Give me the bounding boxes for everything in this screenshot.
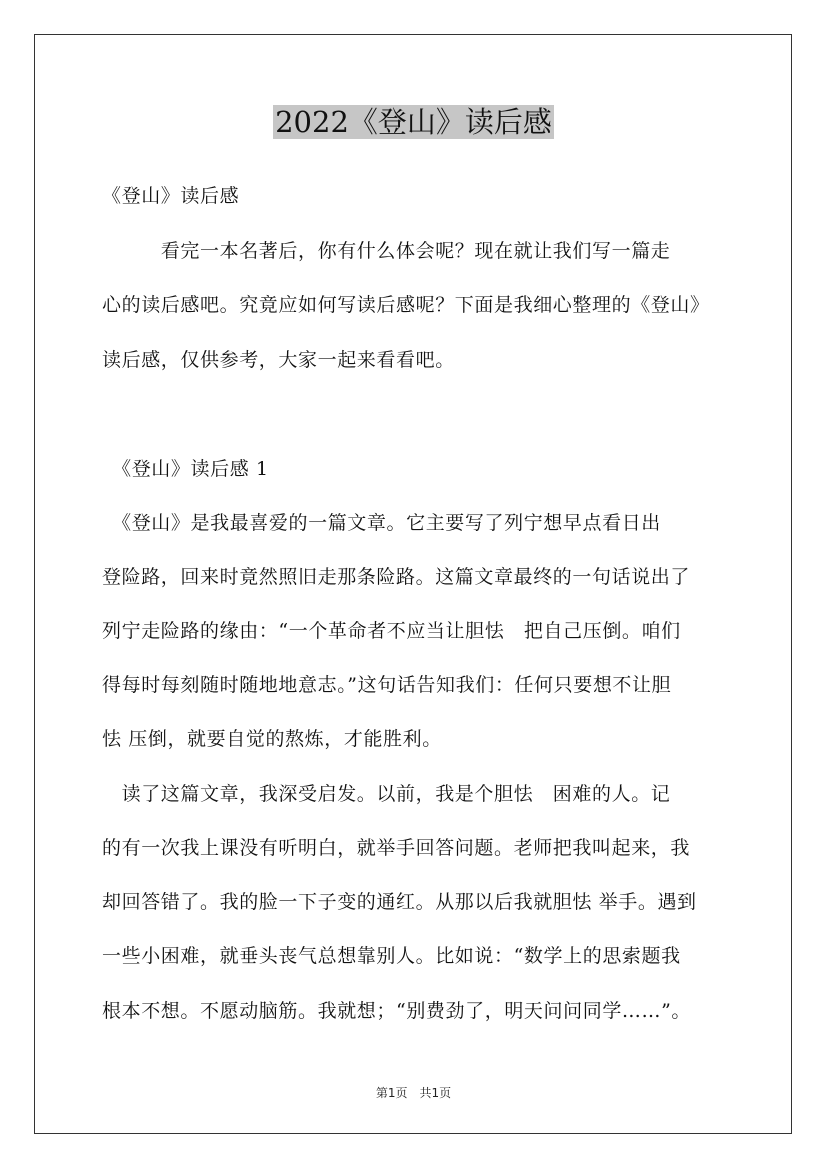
document-title-text: 2022《登山》读后感 [275,105,552,139]
paragraph-line: 一些小困难，就垂头丧气总想靠别人。比如说：“数学上的思索题我 [102,945,681,967]
paragraph-line: 得每时每刻随时随地地意志。”这句话告知我们：任何只要想不让胆 [102,674,672,696]
paragraph-line: 怯 压倒，就要自觉的熬炼，才能胜利。 [102,728,442,750]
page-footer: 第1页 共1页 [375,1086,452,1100]
paragraph-line: 的有一次我上课没有听明白，就举手回答问题。老师把我叫起来，我 [102,837,691,859]
paragraph-line: 《登山》是我最喜爱的一篇文章。它主要写了列宁想早点看日出 [102,512,661,534]
intro-line: 看完一本名著后，你有什么体会呢？现在就让我们写一篇走 [102,240,671,262]
paragraph-line: 却回答错了。我的脸一下子变的通红。从那以后我就胆怯 举手。遇到 [102,891,697,913]
document-subtitle: 《登山》读后感 [102,185,240,207]
paragraph-line: 登险路，回来时竟然照旧走那条险路。这篇文章最终的一句话说出了 [102,566,691,588]
intro-line: 心的读后感吧。究竟应如何写读后感呢？下面是我细心整理的《登山》 [102,294,710,316]
intro-line: 读后感，仅供参考，大家一起来看看吧。 [102,349,455,371]
document-title [0,103,827,141]
paragraph-line: 列宁走险路的缘由：“一个革命者不应当让胆怯 把自己压倒。咱们 [102,620,681,642]
section-heading: 《登山》读后感 1 [102,458,269,480]
paragraph-line: 读了这篇文章，我深受启发。以前，我是个胆怯 困难的人。记 [102,783,671,805]
paragraph-line: 根本不想。不愿动脑筋。我就想；“别费劲了，明天问问同学……”。 [102,1000,692,1022]
